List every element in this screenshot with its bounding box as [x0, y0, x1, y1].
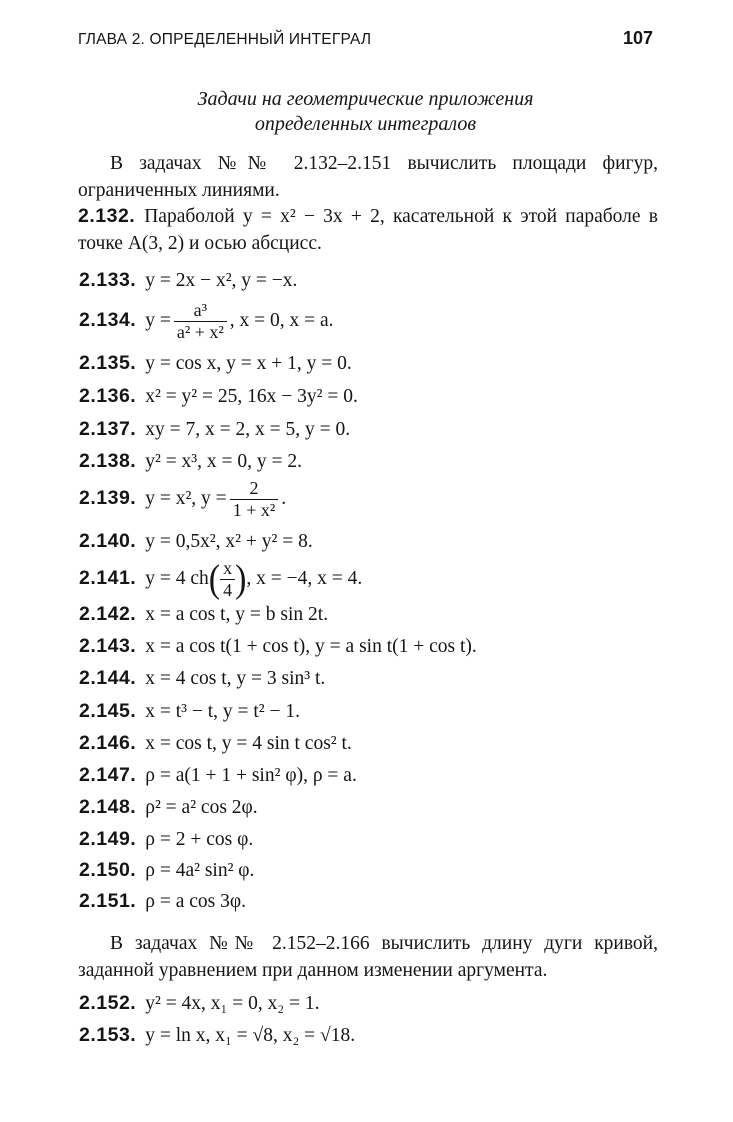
- problem-2-149: [79, 828, 253, 851]
- problem-text: ρ = a cos 3φ.: [145, 891, 246, 912]
- problem-number: 2.150.: [79, 859, 137, 881]
- fraction: [220, 558, 235, 601]
- fraction-denominator: 1 + x²: [230, 499, 279, 521]
- problem-text: xy = 7, x = 2, x = 5, y = 0.: [145, 419, 351, 440]
- intro-areas: В задачах №№ 2.132–2.151 вычислить площади фигур, ограниченных линиями.: [78, 153, 658, 201]
- fraction: [230, 478, 279, 521]
- equation-rhs: .: [281, 487, 287, 509]
- page-header: [78, 28, 653, 52]
- problem-2-138: [79, 450, 302, 473]
- running-title: ГЛАВА 2. ОПРЕДЕЛЕННЫЙ ИНТЕГРАЛ: [78, 31, 372, 48]
- problem-number: 2.149.: [79, 828, 137, 850]
- problem-2-137: [79, 418, 350, 441]
- problem-2-136: [79, 385, 358, 408]
- problem-2-144: [79, 667, 325, 690]
- fraction-denominator: a² + x²: [174, 321, 227, 343]
- problem-number: 2.137.: [79, 418, 137, 440]
- problem-number: 2.132.: [78, 205, 136, 227]
- fraction-numerator: 2: [249, 478, 259, 498]
- problem-2-140: [79, 530, 313, 553]
- problem-number: 2.148.: [79, 796, 137, 818]
- problem-number: 2.135.: [79, 352, 137, 374]
- problem-number: 2.136.: [79, 385, 137, 407]
- problem-text: x = a cos t(1 + cos t), y = a sin t(1 + cos t).: [145, 636, 477, 657]
- problem-text: ρ² = a² cos 2φ.: [145, 797, 258, 818]
- problem-2-147: [79, 764, 357, 787]
- fraction-numerator: x: [223, 558, 233, 578]
- problem-text: y² = 4x, x₁ = 0, x₂ = 1.: [145, 993, 320, 1014]
- problem-number: 2.143.: [79, 635, 137, 657]
- equation-lhs: y = x², y =: [145, 487, 227, 509]
- equation-lhs: y = 4 ch: [145, 567, 209, 589]
- problem-number: 2.146.: [79, 732, 137, 754]
- problem-text: ρ = 4a² sin² φ.: [145, 860, 255, 881]
- section-title-line2: определенных интегралов: [254, 113, 477, 135]
- problem-number: 2.144.: [79, 667, 137, 689]
- problem-number: 2.153.: [79, 1024, 137, 1046]
- problem-text: x = 4 cos t, y = 3 sin³ t.: [145, 668, 326, 689]
- problem-text: y = 2x − x², y = −x.: [145, 270, 298, 291]
- problem-2-139: [79, 478, 286, 521]
- problem-text: x = cos t, y = 4 sin t cos² t.: [145, 733, 352, 754]
- problem-number: 2.145.: [79, 700, 137, 722]
- problem-number: 2.152.: [79, 992, 137, 1014]
- problem-number: 2.140.: [79, 530, 137, 552]
- fraction: [174, 300, 227, 343]
- equation-rhs: , x = −4, x = 4.: [246, 567, 363, 589]
- problem-2-150: [79, 859, 254, 882]
- fraction-denominator: 4: [220, 579, 235, 601]
- right-paren: ): [235, 557, 247, 601]
- intro-arcs: В задачах №№ 2.152–2.166 вычислить длину дуги кривой, заданной уравнением при данном изменении аргумента.: [78, 933, 658, 981]
- fraction-numerator: a³: [193, 300, 207, 320]
- problem-number: 2.139.: [79, 486, 137, 509]
- problem-text: y = cos x, y = x + 1, y = 0.: [145, 353, 352, 374]
- problem-number: 2.142.: [79, 603, 137, 625]
- problem-text: y = ln x, x₁ = √8, x₂ = √18.: [145, 1025, 356, 1046]
- left-paren: (: [208, 557, 221, 601]
- problem-number: 2.134.: [79, 308, 137, 331]
- problem-number: 2.133.: [79, 269, 137, 291]
- problem-text: x = t³ − t, y = t² − 1.: [145, 701, 301, 722]
- problem-text: x² = y² = 25, 16x − 3y² = 0.: [145, 386, 358, 407]
- problem-2-151: [79, 890, 246, 913]
- problem-2-143: [79, 635, 477, 658]
- problem-2-135: [79, 352, 352, 375]
- problem-text: ρ = 2 + cos φ.: [145, 829, 254, 850]
- problem-number: 2.147.: [79, 764, 137, 786]
- equation-lhs: y =: [145, 309, 171, 331]
- problem-2-133: [79, 269, 297, 292]
- problem-number: 2.138.: [79, 450, 137, 472]
- problem-2-141: [79, 558, 362, 601]
- page-number: 107: [622, 28, 653, 48]
- problem-text: Параболой y = x² − 3x + 2, касательной к этой параболе в точке A(3, 2) и осью абсцисс.: [78, 206, 658, 254]
- problem-2-152: [79, 992, 320, 1015]
- problem-text: y = 0,5x², x² + y² = 8.: [145, 531, 313, 552]
- problem-2-142: [79, 603, 328, 626]
- problem-2-134: [79, 300, 334, 343]
- problem-2-148: [79, 796, 258, 819]
- problem-text: ρ = a(1 + 1 + sin² φ), ρ = a.: [145, 765, 357, 786]
- problem-text: x = a cos t, y = b sin 2t.: [145, 604, 329, 625]
- problem-number: 2.151.: [79, 890, 137, 912]
- problem-2-145: [79, 700, 300, 723]
- section-title-line1: Задачи на геометрические приложения: [197, 88, 534, 110]
- problem-2-146: [79, 732, 352, 755]
- problem-text: y² = x³, x = 0, y = 2.: [145, 451, 303, 472]
- problem-number: 2.141.: [79, 566, 137, 589]
- equation-rhs: , x = 0, x = a.: [229, 309, 334, 331]
- problem-2-132: [78, 203, 658, 257]
- problem-2-153: [79, 1024, 355, 1047]
